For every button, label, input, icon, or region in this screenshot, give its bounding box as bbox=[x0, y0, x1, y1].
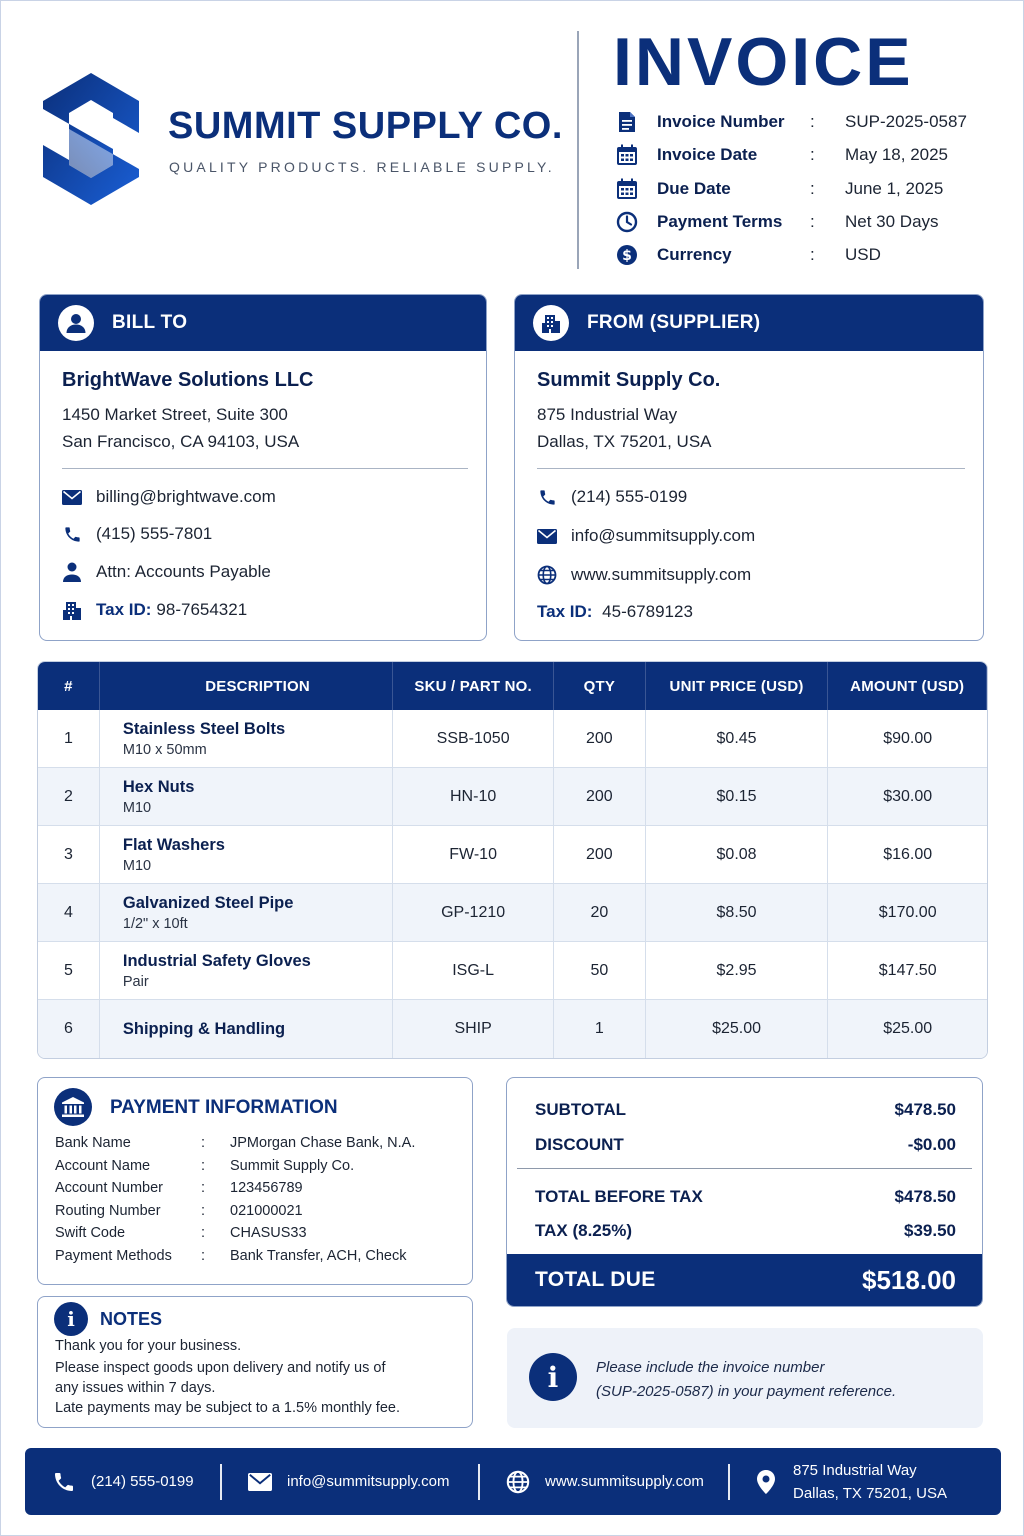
row-number: 4 bbox=[38, 884, 100, 941]
row-amount: $25.00 bbox=[883, 1020, 933, 1037]
row-qty: 200 bbox=[554, 710, 646, 767]
from-address-1: 875 Industrial Way bbox=[537, 405, 678, 424]
meta-label: Currency bbox=[657, 245, 732, 264]
meta-due-date bbox=[615, 176, 1015, 202]
before-tax-row bbox=[535, 1187, 956, 1207]
from-title: FROM (SUPPLIER) bbox=[587, 312, 761, 333]
col-header-sku: SKU / PART NO. bbox=[393, 662, 554, 710]
phone-icon bbox=[62, 524, 82, 544]
bill-to-card bbox=[39, 294, 487, 641]
payment-info-title: PAYMENT INFORMATION bbox=[110, 1097, 338, 1118]
payment-info-card bbox=[37, 1077, 473, 1285]
item-detail: M10 x 50mm bbox=[122, 741, 207, 758]
globe-icon bbox=[505, 1469, 531, 1495]
payment-label: Swift Code bbox=[55, 1225, 126, 1241]
row-description bbox=[100, 942, 393, 999]
row-description bbox=[100, 884, 393, 941]
row-qty: 1 bbox=[554, 1000, 646, 1058]
bill-to-name: BrightWave Solutions LLC bbox=[62, 369, 314, 391]
payment-colon: : bbox=[201, 1135, 206, 1151]
item-detail: M10 bbox=[122, 857, 152, 874]
payment-label: Payment Methods bbox=[55, 1248, 172, 1264]
row-unit-price: $0.15 bbox=[646, 768, 829, 825]
from-address-2: Dallas, TX 75201, USA bbox=[537, 432, 712, 451]
row-qty: 200 bbox=[554, 768, 646, 825]
payment-colon: : bbox=[201, 1203, 206, 1219]
payment-label: Account Name bbox=[55, 1158, 151, 1174]
building-icon bbox=[533, 305, 569, 341]
meta-currency bbox=[615, 242, 1015, 268]
meta-value: June 1, 2025 bbox=[845, 179, 944, 198]
from-name: Summit Supply Co. bbox=[537, 369, 721, 391]
payment-value: Summit Supply Co. bbox=[230, 1158, 355, 1174]
item-name: Stainless Steel Bolts bbox=[122, 719, 286, 738]
divider bbox=[537, 468, 965, 469]
item-name: Industrial Safety Gloves bbox=[122, 951, 311, 970]
row-amount: $16.00 bbox=[883, 845, 933, 863]
payment-label: Account Number bbox=[55, 1180, 163, 1196]
bill-to-phone: (415) 555-7801 bbox=[96, 524, 213, 543]
subtotal-value: $478.50 bbox=[894, 1100, 956, 1119]
payment-label: Routing Number bbox=[55, 1203, 161, 1219]
bill-to-attn-row bbox=[62, 562, 271, 582]
notes-line: Please inspect goods upon delivery and notify us of bbox=[55, 1360, 386, 1376]
from-phone: (214) 555-0199 bbox=[571, 487, 688, 506]
from-card bbox=[514, 294, 984, 641]
info-icon: i bbox=[529, 1353, 577, 1401]
meta-value: USD bbox=[845, 245, 881, 264]
bill-to-address-1: 1450 Market Street, Suite 300 bbox=[62, 405, 288, 424]
payment-value: CHASUS33 bbox=[230, 1225, 307, 1241]
discount-value: -$0.00 bbox=[907, 1135, 956, 1154]
item-detail: M10 bbox=[122, 799, 152, 816]
company-tagline: QUALITY PRODUCTS. RELIABLE SUPPLY. bbox=[169, 159, 555, 175]
row-qty: 200 bbox=[554, 826, 646, 883]
person-icon bbox=[62, 562, 82, 582]
payment-colon: : bbox=[201, 1225, 206, 1241]
clock-icon bbox=[615, 210, 639, 234]
payment-colon: : bbox=[201, 1248, 206, 1264]
row-description bbox=[100, 710, 393, 767]
item-name: Galvanized Steel Pipe bbox=[122, 893, 294, 912]
meta-payment-terms bbox=[615, 209, 1015, 235]
subtotal-label: SUBTOTAL bbox=[535, 1100, 626, 1119]
meta-label: Payment Terms bbox=[657, 212, 783, 231]
row-unit-price: $8.50 bbox=[646, 884, 829, 941]
payment-value: Bank Transfer, ACH, Check bbox=[230, 1248, 407, 1264]
footer-address-line-1: 875 Industrial Way bbox=[793, 1461, 917, 1479]
row-sku: ISG-L bbox=[393, 942, 554, 999]
meta-invoice-number bbox=[615, 109, 1015, 135]
row-unit-price: $0.08 bbox=[646, 826, 829, 883]
phone-icon bbox=[537, 487, 557, 507]
payment-value: JPMorgan Chase Bank, N.A. bbox=[230, 1135, 416, 1151]
row-sku: GP-1210 bbox=[393, 884, 554, 941]
document-icon bbox=[615, 110, 639, 134]
bill-to-header bbox=[40, 295, 486, 351]
mail-icon bbox=[537, 526, 557, 546]
mail-icon bbox=[62, 487, 82, 507]
totals-divider bbox=[517, 1168, 972, 1169]
footer-email-text[interactable]: info@summitsupply.com bbox=[287, 1473, 450, 1490]
footer-address-text bbox=[793, 1459, 947, 1505]
from-phone-row bbox=[537, 487, 687, 507]
item-detail: Pair bbox=[122, 973, 149, 990]
payment-label: Bank Name bbox=[55, 1135, 131, 1151]
from-tax-id: 45-6789123 bbox=[602, 602, 693, 621]
globe-icon bbox=[537, 565, 557, 585]
dollar-icon bbox=[615, 243, 639, 267]
row-description bbox=[100, 1000, 393, 1058]
calendar-icon bbox=[615, 143, 639, 167]
footer-address bbox=[753, 1448, 947, 1515]
row-sku: FW-10 bbox=[393, 826, 554, 883]
col-header-description: DESCRIPTION bbox=[100, 662, 393, 710]
footer-website bbox=[505, 1448, 704, 1515]
calendar-icon bbox=[615, 177, 639, 201]
meta-colon: : bbox=[810, 245, 815, 264]
row-number: 2 bbox=[38, 768, 100, 825]
row-description bbox=[100, 826, 393, 883]
row-unit-price: $2.95 bbox=[646, 942, 829, 999]
row-number: 3 bbox=[38, 826, 100, 883]
subtotal-row bbox=[535, 1100, 956, 1120]
bill-to-attn: Attn: Accounts Payable bbox=[96, 562, 271, 581]
svg-text:$: $ bbox=[622, 248, 632, 264]
discount-row bbox=[535, 1135, 956, 1155]
from-tax-row bbox=[537, 602, 693, 622]
row-description bbox=[100, 768, 393, 825]
bill-to-title: BILL TO bbox=[112, 312, 188, 333]
bill-to-email[interactable]: billing@brightwave.com bbox=[96, 487, 276, 506]
row-number: 6 bbox=[38, 1000, 100, 1058]
notes-card bbox=[37, 1296, 473, 1428]
meta-value: SUP-2025-0587 bbox=[845, 112, 967, 131]
contact-footer bbox=[25, 1448, 1001, 1515]
footer-separator bbox=[478, 1464, 480, 1500]
col-header-number: # bbox=[38, 662, 100, 710]
col-header-unit-price: UNIT PRICE (USD) bbox=[646, 662, 829, 710]
total-due-bar bbox=[507, 1254, 982, 1306]
meta-colon: : bbox=[810, 212, 815, 231]
discount-label: DISCOUNT bbox=[535, 1135, 624, 1154]
table-row bbox=[38, 768, 987, 826]
building-icon bbox=[62, 600, 82, 620]
bill-to-tax-id: 98-7654321 bbox=[156, 600, 248, 619]
footer-phone bbox=[51, 1448, 194, 1515]
before-tax-value: $478.50 bbox=[894, 1187, 956, 1206]
item-detail: 1/2" x 10ft bbox=[122, 915, 188, 932]
tax-id-label: Tax ID: bbox=[96, 600, 152, 619]
row-sku: HN-10 bbox=[393, 768, 554, 825]
item-name: Shipping & Handling bbox=[122, 1019, 286, 1038]
info-icon: i bbox=[54, 1302, 88, 1336]
row-unit-price: $25.00 bbox=[646, 1000, 829, 1058]
meta-colon: : bbox=[810, 112, 815, 131]
row-amount: $90.00 bbox=[883, 729, 933, 747]
notes-line: Late payments may be subject to a 1.5% monthly fee. bbox=[55, 1400, 400, 1416]
payment-reference-note bbox=[507, 1328, 983, 1428]
tax-id-label: Tax ID: bbox=[537, 602, 593, 621]
from-email-row bbox=[537, 526, 755, 546]
invoice-title: INVOICE bbox=[613, 24, 914, 100]
footer-phone-text: (214) 555-0199 bbox=[91, 1473, 194, 1490]
meta-value: Net 30 Days bbox=[845, 212, 939, 231]
bill-to-phone-row bbox=[62, 524, 212, 544]
row-amount: $30.00 bbox=[883, 787, 933, 805]
meta-colon: : bbox=[810, 179, 815, 198]
company-name: SUMMIT SUPPLY CO. bbox=[168, 105, 563, 147]
footer-separator bbox=[220, 1464, 222, 1500]
user-icon bbox=[58, 305, 94, 341]
header-divider bbox=[577, 31, 579, 269]
meta-value: May 18, 2025 bbox=[845, 145, 949, 164]
before-tax-label: TOTAL BEFORE TAX bbox=[535, 1187, 703, 1206]
table-row bbox=[38, 884, 987, 942]
bank-icon bbox=[54, 1088, 92, 1126]
meta-colon: : bbox=[810, 145, 815, 164]
from-website-row bbox=[537, 565, 751, 585]
row-unit-price: $0.45 bbox=[646, 710, 829, 767]
notes-title: NOTES bbox=[100, 1309, 163, 1329]
row-amount: $170.00 bbox=[878, 903, 937, 921]
totals-card bbox=[506, 1077, 983, 1307]
payment-value: 021000021 bbox=[230, 1203, 303, 1219]
phone-icon bbox=[51, 1469, 77, 1495]
table-header-row bbox=[38, 662, 987, 710]
from-header bbox=[515, 295, 983, 351]
from-email[interactable]: info@summitsupply.com bbox=[571, 526, 756, 545]
mail-icon bbox=[247, 1469, 273, 1495]
footer-separator bbox=[728, 1464, 730, 1500]
col-header-amount: AMOUNT (USD) bbox=[828, 662, 987, 710]
bill-to-tax-row bbox=[62, 600, 247, 620]
reference-line-2: (SUP-2025-0587) in your payment reference. bbox=[596, 1383, 897, 1400]
bill-to-email-row bbox=[62, 487, 276, 507]
payment-colon: : bbox=[201, 1180, 206, 1196]
meta-label: Invoice Date bbox=[657, 145, 758, 164]
line-items-table bbox=[37, 661, 988, 1059]
col-header-qty: QTY bbox=[554, 662, 646, 710]
total-due-value: $518.00 bbox=[862, 1264, 956, 1295]
bill-to-address-2: San Francisco, CA 94103, USA bbox=[62, 432, 300, 451]
meta-label: Invoice Number bbox=[657, 112, 785, 131]
notes-line: any issues within 7 days. bbox=[55, 1380, 216, 1396]
row-qty: 50 bbox=[554, 942, 646, 999]
notes-line: Thank you for your business. bbox=[55, 1338, 242, 1354]
tax-row bbox=[535, 1221, 956, 1241]
total-due-label: TOTAL DUE bbox=[535, 1268, 656, 1291]
reference-line-1: Please include the invoice number bbox=[596, 1359, 825, 1376]
from-website[interactable]: www.summitsupply.com bbox=[571, 565, 752, 584]
payment-value: 123456789 bbox=[230, 1180, 303, 1196]
divider bbox=[62, 468, 468, 469]
row-number: 5 bbox=[38, 942, 100, 999]
footer-address-line-2: Dallas, TX 75201, USA bbox=[793, 1484, 947, 1502]
table-row bbox=[38, 942, 987, 1000]
table-row bbox=[38, 826, 987, 884]
meta-invoice-date bbox=[615, 142, 1015, 168]
row-sku: SHIP bbox=[393, 1000, 554, 1058]
payment-colon: : bbox=[201, 1158, 206, 1174]
map-pin-icon bbox=[753, 1469, 779, 1495]
summit-logo-icon bbox=[39, 71, 143, 207]
item-name: Flat Washers bbox=[122, 835, 225, 854]
row-qty: 20 bbox=[554, 884, 646, 941]
item-name: Hex Nuts bbox=[122, 777, 195, 796]
meta-label: Due Date bbox=[657, 179, 731, 198]
tax-value: $39.50 bbox=[904, 1221, 956, 1240]
table-row bbox=[38, 1000, 987, 1058]
footer-email bbox=[247, 1448, 450, 1515]
tax-label: TAX (8.25%) bbox=[535, 1221, 632, 1240]
row-amount: $147.50 bbox=[878, 961, 937, 979]
footer-website-text[interactable]: www.summitsupply.com bbox=[545, 1473, 704, 1490]
table-row bbox=[38, 710, 987, 768]
row-number: 1 bbox=[38, 710, 100, 767]
row-sku: SSB-1050 bbox=[393, 710, 554, 767]
